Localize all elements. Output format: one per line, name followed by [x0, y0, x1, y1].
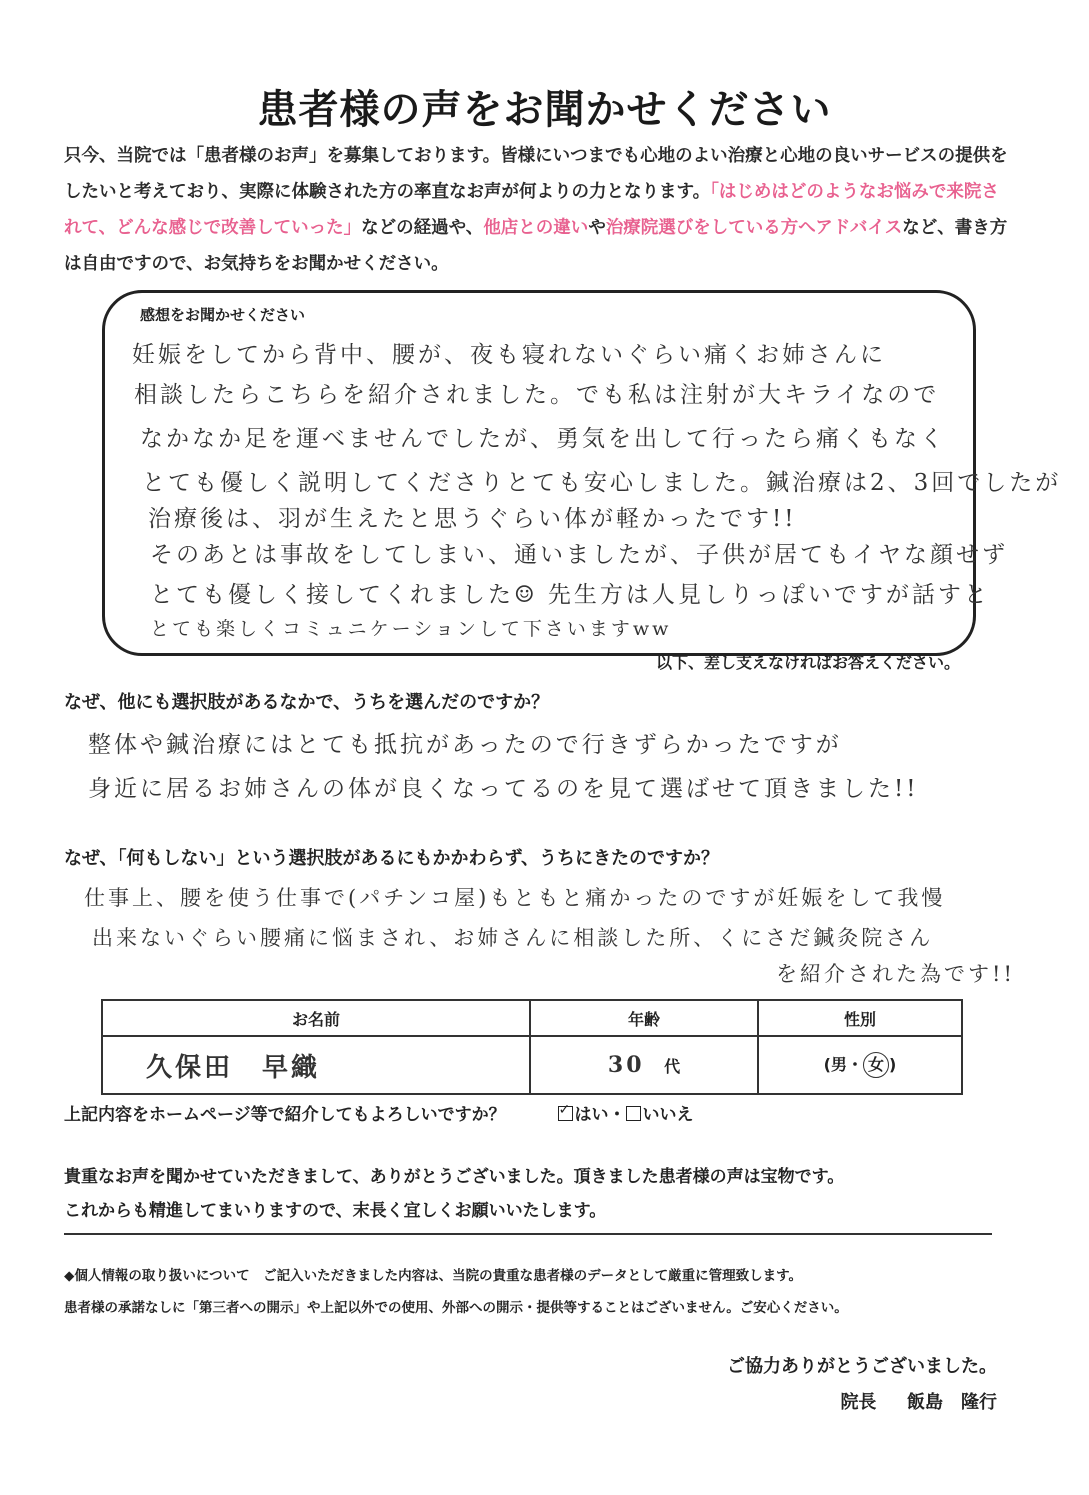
question-1-label: なぜ、他にも選択肢があるなかで、うちを選んだのですか？: [64, 692, 550, 713]
age-cell: [530, 1036, 758, 1094]
impression-line: とても楽しくコミュニケーションして下さいますww: [150, 618, 672, 640]
intro-text-4: など、書き方は自由ですので、お気持ちをお聞かせください。: [64, 218, 1008, 274]
privacy-notice: [64, 1260, 1054, 1324]
gender-male: 男: [830, 1055, 847, 1074]
privacy-line-2: 患者様の承諾なしに「第三者への開示」や上記以外での使用、外部への開示・提供等することはございません。ご安心ください。: [64, 1300, 848, 1316]
intro-text-1: 只今、当院では「患者様のお声」を募集しております。皆様にいつまでも心地のよい治療と心地の良いサービスの提供をしたいと考えており、実際に体験された方の率直なお声が何よりの力となります。: [64, 146, 1008, 202]
impression-line: とても優しく接してくれました☺ 先生方は人見しりっぽいですが話すと: [150, 582, 990, 608]
impression-line: 相談したらこちらを紹介されました。でも私は注射が大キライなので: [134, 382, 940, 408]
impression-line: なかなか足を運べませんでしたが、勇気を出して行ったら痛くもなく: [140, 426, 946, 452]
consent-no-label: いいえ: [642, 1105, 694, 1125]
page-title: 患者様の声をお聞かせください: [257, 87, 832, 133]
impression-line: とても優しく説明してくださりとても安心しました。鍼治療は2、3回でしたが: [142, 470, 1062, 496]
divider: [64, 1233, 992, 1235]
thanks-line-1: 貴重なお声を聞かせていただきまして、ありがとうございました。頂きました患者様の声は宝物です。: [64, 1167, 845, 1187]
impressions-label: 感想をお聞かせください: [140, 306, 306, 324]
age-value: 30: [607, 1052, 645, 1078]
intro-text-2: などの経過や、: [361, 218, 484, 238]
consent-row: [64, 1100, 694, 1125]
answer-2-line: 仕事上、腰を使う仕事で(パチンコ屋)もともと痛かったのですが妊娠をして我慢: [84, 886, 946, 910]
patient-info-table: [101, 999, 963, 1095]
consent-yes-checkbox[interactable]: [558, 1106, 573, 1121]
signature-line: [840, 1388, 997, 1414]
impression-line: 妊娠をしてから背中、腰が、夜も寝れないぐらい痛くお姉さんに: [132, 342, 886, 368]
gender-separator: ・: [847, 1055, 864, 1074]
name-cell: [102, 1036, 530, 1094]
signature-name: 飯島 隆行: [907, 1392, 997, 1413]
answer-1-line: 身近に居るお姉さんの体が良くなってるのを見て選ばせて頂きました!!: [88, 776, 919, 802]
intro-paragraph: [64, 138, 1014, 282]
gender-cell: (男・ 女 ): [758, 1036, 962, 1094]
consent-yes-label: はい: [574, 1105, 609, 1125]
name-header: お名前: [102, 1000, 530, 1036]
intro-highlight-3: 治療院選びをしている方へアドバイス: [605, 218, 903, 238]
consent-question: 上記内容をホームページ等で紹介してもよろしいですか？: [64, 1105, 506, 1125]
closing-thanks: ご協力ありがとうございました。: [727, 1356, 997, 1377]
age-header: 年齢: [530, 1000, 758, 1036]
signature-role: 院長: [840, 1392, 877, 1413]
gender-header: 性別: [758, 1000, 962, 1036]
age-unit: 代: [664, 1057, 681, 1076]
impression-line: 治療後は、羽が生えたと思うぐらい体が軽かったです!!: [148, 506, 797, 532]
intro-text-3: や: [588, 218, 606, 238]
gender-female-circled: 女: [863, 1052, 889, 1078]
consent-no-checkbox[interactable]: [626, 1106, 641, 1121]
intro-highlight-2: 他店との違い: [483, 218, 589, 238]
answer-1-line: 整体や鍼治療にはとても抵抗があったので行きずらかったですが: [88, 732, 842, 758]
answer-2-line: を紹介された為です!!: [776, 962, 1015, 986]
impression-line: そのあとは事故をしてしまい、通いましたが、子供が居てもイヤな顔せず: [150, 542, 1008, 568]
optional-note: 以下、差し支えなければお答えください。: [656, 653, 961, 672]
consent-separator: ・: [608, 1105, 626, 1125]
thanks-line-2: これからも精進してまいりますので、末長く宜しくお願いいたします。: [64, 1201, 607, 1221]
privacy-line-1: ◆個人情報の取り扱いについて ご記入いただきました内容は、当院の貴重な患者様のデータとして厳重に管理致します。: [64, 1268, 803, 1284]
thanks-message: [64, 1160, 1044, 1228]
answer-2-line: 出来ないぐらい腰痛に悩まされ、お姉さんに相談した所、くにさだ鍼灸院さん: [92, 926, 934, 950]
intro-highlight-1: 「はじめはどのようなお悩みで来院されて、どんな感じで改善していった」: [64, 182, 999, 238]
name-value: 久保田 早織: [146, 1052, 321, 1083]
question-2-label: なぜ、「何もしない」という選択肢があるにもかかわらず、うちにきたのですか？: [64, 848, 720, 869]
